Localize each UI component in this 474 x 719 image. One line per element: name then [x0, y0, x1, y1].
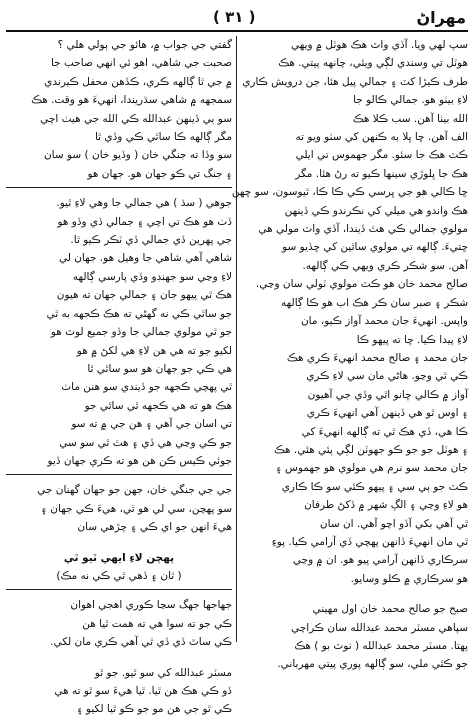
text-line: ڏٺ هو هڪ تي اچي ۽ جمالي ڏي وڏو هو: [57, 215, 232, 228]
text-line: ٿي مان انهيءَ ڏانهن پهچي ڏي آرامي ڪيا. پوءِ: [271, 535, 468, 548]
text-line: سو وڏا ته جنگي خان ( وڏيو خان ) سو سان: [43, 149, 232, 162]
text-line: جو ڪي وڃي هي ڏي ۽ هٿ ٿي سو سي: [59, 436, 232, 449]
section-divider: [6, 187, 232, 188]
text-line: هو لاءِ وڃي ۽ الڳ شهر ۾ ڏکڻ طرفان: [304, 499, 468, 512]
text-line: مسٽر عبدالله کي سو ٿيو. جو ٿو: [94, 666, 232, 679]
text-line: جان محمد سو نرم هي مولوي هو جهموس ۽: [275, 462, 468, 475]
header-rule: [6, 30, 468, 32]
text-line: سپ لهي ويا. آڏي واٽ هڪ هوٽل ۾ ويهي: [291, 39, 468, 51]
text-line: جو ٿي مولوي جمالي جا وڏو جميع لوٽ هو: [50, 326, 232, 339]
page-number: ( ٣١ ): [213, 8, 256, 26]
text-line: شاهي آهي شاهي جا وهيل هو. جهان لي: [58, 252, 232, 265]
text-line: ۽ اوس ٿو هي ڏينهن آهي انهيءَ ڪري: [306, 407, 468, 420]
running-title: مهراڻ: [416, 7, 466, 27]
section-divider: [6, 474, 232, 475]
text-line: آواز ۾ ڪالي ڇانو اٿي وڏي جي آهيون: [307, 388, 468, 401]
text-line: هڪ هو ته هي ڪجهه ٿي ساٿي جو: [84, 399, 232, 412]
section-divider: [6, 589, 232, 590]
text-line: صالح محمد خان هو ڪٽ مولوي ٽولي سان وڃي.: [255, 278, 468, 291]
text-line: جو ساٿي ڪي نه گهڻي ته هڪ ڪجهه به ٿي: [46, 307, 232, 320]
text-line: طرف ڪيڙا کٽ ۽ جمالي پيل هئا، جن درويش ڪاري: [242, 75, 468, 88]
text-line: سو پهچن، سي لي هو ٿي، هيءَ ڪي جهان ۽: [40, 502, 232, 515]
text-line: جي جي جنگي خان، جهن جو جهان گهنان جي: [37, 484, 232, 497]
text-line: لاءِ پيدا ڪيا. ڇا ته پيهو ڪا: [356, 333, 468, 346]
text-line: ۽ هوٽل جو جو ڪو جهوٽن لڳي پئي هئي. هڪ: [273, 443, 468, 456]
text-line: سو ٻي ڏينهن عبدالله ڪي الله جي هيٺ اچي: [40, 112, 232, 125]
text-line: هيءَ انهن جو اي ڪي ۽ چڙهي سان: [77, 521, 232, 534]
text-line: هي ڪي جو جهان هو سو ساٿي ٿا: [87, 362, 232, 375]
verse-title: پهچن لاءِ ايهي ٿيو ٿي: [63, 551, 175, 564]
text-line: جوهي ( سڌ ) هي جمالي جا وهي لاءِ ٿيو.: [56, 197, 232, 210]
text-line: الله بيٺا آهن. سب ڪلا هڪ: [352, 112, 468, 125]
text-line: ڏو ڪي هڪ هن ٿيا. ٿيا هيءَ سو ٿو ته هي: [54, 685, 232, 697]
text-line: سپاهي مسٽر محمد عبدالله سان ڪراچي: [290, 621, 468, 634]
text-line: هوٽل تي وسندي لڳي ويئي، چانهه پيتي. هڪ: [278, 57, 468, 70]
text-line: شڪر ۽ صبر سان ڪر هڪ اب هو ڪا ڳالهه: [281, 296, 468, 309]
text-line: مگر ڳالهه ڪا ساٿي ڪي وڏي ٿا: [94, 131, 232, 144]
text-line: لاءِ بيٺو هو. جمالي ڪالو جا: [353, 94, 468, 107]
text-line: ڪي ٿو جي هن مو جو ڪو ٿيا لکيو ۽: [76, 703, 232, 716]
text-line: هو سرڪاري ۾ ڪلو وسايو.: [350, 572, 468, 585]
text-line: تي اسان جي آهي ۽ هن جي ۾ ته سو: [71, 418, 232, 431]
text-line: پهتا. مسٽر محمد عبدالله ( نوٽ بو ) هڪ: [294, 640, 468, 652]
text-line: جان محمد ۽ صالح محمد انهيءَ ڪري هڪ: [286, 351, 468, 364]
text-line: ڪي ساٿ ڏي ڏي ٿي آهي ڪري مان لکي.: [50, 636, 232, 649]
text-line: جوئي ڪيس ڪن هن هو ته ڪري جهان ڏيو: [47, 454, 232, 467]
text-line: جهاجها جهگ سڃا ڪوري اهجي اهوان: [70, 599, 232, 612]
text-line: لاءِ وڃي سو جهنڊو وڏي پارسي ڳالهه: [72, 270, 232, 283]
text-line: هڪ جا ڀلوڙي سينها ڪيو ته رڻ هئا. مگر: [295, 167, 468, 180]
text-line: ڪي جو ته سوا هي ته همت ٿيا هن: [82, 617, 232, 630]
text-line: الف آهن. ڇا ڀلا به ڪنهن کي سٺو ويو ته: [295, 131, 468, 144]
text-line: گفتي جي جواب ۾، هائو جي ٻولي هلي ؟: [57, 39, 232, 51]
text-line: ۾ جي ٿا ڳالهه ڪري، ڪڏهن محفل ڪيرندي: [44, 75, 232, 88]
text-line: ۽ جنگ تي ڪو جهان هو. جهان هو: [87, 167, 232, 180]
spacer: [6, 652, 232, 664]
text-line: ڪا هي، ڏي هڪ ٿي ته ڳالهه انهيءَ کي: [301, 425, 468, 438]
column-divider: [236, 36, 237, 642]
text-line: هڪ ٿي پيهو جان ۽ جمالي جهان ته هيون: [56, 289, 232, 302]
verse-subtitle: ( ٿان ۽ ڏهي ٿي ڪي نه مڪ): [56, 569, 182, 582]
text-line: آهن. سو شڪر ڪري ويهي ڪي ڳالهه.: [302, 259, 468, 272]
text-line: جي پهرين ڏي جمالي ڏي ٽڪر ڪيو ٿا.: [70, 234, 232, 247]
text-line: مولوي جمالي ڪي هٿ ڏيندا، آڏي واٽ مولي هي: [258, 223, 468, 236]
spacer: [6, 537, 232, 549]
text-line: سمجهه ۾ شاهي سڌريندا، انهيءَ هو وقت. هڪ: [31, 94, 232, 107]
page-header: [8, 4, 466, 30]
text-line: صحبت جي شاهي، اهو ئي انهي صاحب جا: [50, 57, 232, 70]
text-line: ڇا ڪالي هو جي ڀرسي ڪي ڪا ڪا، ٿيوسون، سو ڇهن: [231, 186, 468, 199]
text-line: سرڪاري ڏانهن آرامي پيو هو. ان ۾ وڃي: [292, 554, 468, 567]
text-line: لکيو جو ته هي هن لاءِ هي لکڻ ۾ هو: [76, 344, 232, 357]
text-line: ڪٽ هڪ جا سئو. مگر جهموس تي ايلي: [295, 149, 468, 162]
left-column: [6, 36, 232, 716]
text-line: ٿي پهچي ڪجهه جو ڏيندي سو هنن ماٺ: [61, 381, 232, 394]
text-line: صبح جو صالح محمد خان اول مهيني: [312, 603, 468, 616]
spacer: [242, 588, 468, 600]
text-line: جو ڪٿي ملي، سو ڳالهه پوري پيتي مهرباني.: [277, 658, 468, 671]
text-line: ٿي آهي بکي آڏو اچو آهي. ان سان: [319, 517, 468, 530]
text-line: واپس. انهيءَ جان محمد آواز ڪيو، مان: [300, 315, 468, 328]
text-line: هڪ واندو هي ميلي کي نڪرندو ڪي ڏينهن: [284, 204, 468, 217]
right-column: [231, 36, 468, 671]
text-line: ڪٽ جو ٻي سي ۽ پيهو ڪئي سو ڪا ڪاري: [281, 480, 468, 493]
text-line: ڪي ٿي وڃو. هاڻي مان سي لاءِ ڪري: [306, 370, 468, 383]
text-line: ڇتيءَ. ڳالهه تي مولوي ساٿين کي ڇڏيو سو: [282, 241, 468, 254]
